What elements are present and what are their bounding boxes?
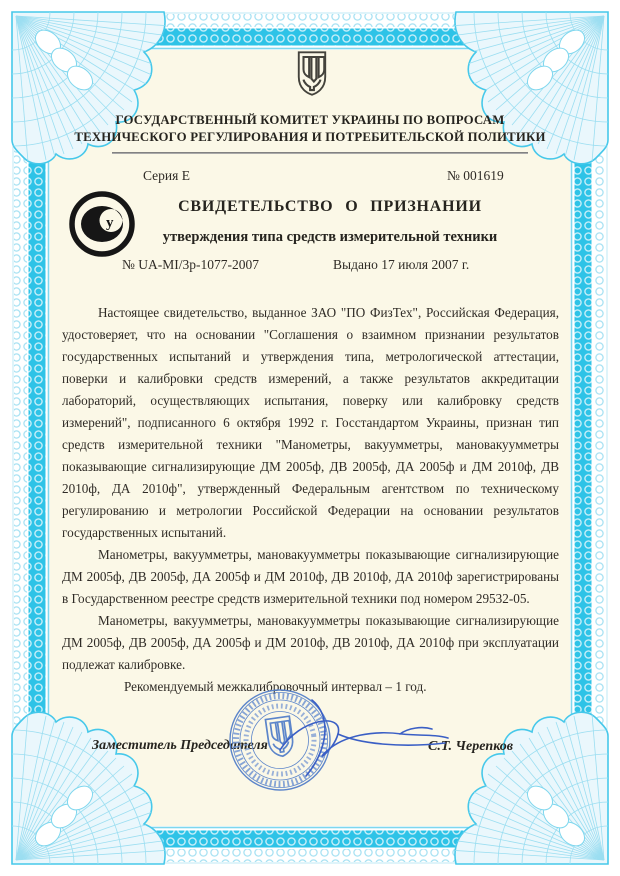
body-paragraph: Манометры, вакуумметры, мановакуумметры показывающие сигнализирующие ДМ 2005ф, ДВ 2005ф, ДА 2005ф и ДМ 2010ф, ДВ 2010ф, ДА 2010ф зарегистрированы в Государственном реестре средств измерительной техники под номером 29532-05. [62, 547, 559, 606]
document-number: № UA-MI/3р-1077-2007 [122, 257, 259, 272]
serial-number: № 001619 [447, 168, 504, 183]
body-paragraph: Настоящее свидетельство, выданное ЗАО "ПО ФизТех", Российская Федерация, удостоверяет, что на основании "Соглашения о взаимном признании результатов государственных испытаний и утверждения типа, метрологической аттестации, поверки и калибровки средств измерений, а также результатов аккредитации лабораторий, осуществляющих испытания, поверку или калибровку средств измерений", подписанного 6 октября 1992 г. Госстандартом Украины, признан тип средств измерительной техники "Манометры, вакуумметры, мановакуумметры показывающие сигнализирующие ДМ 2005ф, ДВ 2005ф, ДА 2005ф и ДМ 2010ф, ДВ 2010ф, ДА 2010ф", утвержденный Федеральным агентством по техническому регулированию и метрологии Российской Федерации на основании результатов государственных испытаний. [62, 305, 559, 540]
issue-date: Выдано 17 июля 2007 г. [333, 257, 470, 272]
signature-scrawl-icon [250, 688, 462, 792]
trident-emblem-icon [295, 50, 329, 98]
document-subtitle: утверждения типа средств измерительной техники [162, 229, 498, 245]
series-label: Серия Е [143, 168, 190, 183]
signer-title: Заместитель Председателя [92, 738, 268, 753]
issuing-authority-header [60, 112, 560, 146]
calibration-interval-note: Рекомендуемый межкалибровочный интервал – 1 год. [124, 679, 427, 694]
signer-name: С.Т. Черепков [428, 739, 514, 754]
body-paragraph: Манометры, вакуумметры, мановакуумметры показывающие сигнализирующие ДМ 2005ф, ДВ 2005ф, ДА 2005ф и ДМ 2010ф, ДВ 2010ф, ДА 2010ф при эксплуатации подлежат калибровке. [62, 613, 559, 672]
header-separator-rule [112, 152, 528, 154]
authority-line-1: ГОСУДАРСТВЕННЫЙ КОМИТЕТ УКРАИНЫ ПО ВОПРОСАМ [115, 113, 505, 127]
approval-mark-letter: у [106, 215, 114, 231]
authority-line-2: ТЕХНИЧЕСКОГО РЕГУЛИРОВАНИЯ И ПОТРЕБИТЕЛЬСКОЙ ПОЛИТИКИ [74, 130, 546, 144]
document-title: СВИДЕТЕЛЬСТВО О ПРИЗНАНИИ [178, 198, 482, 215]
type-approval-mark-icon [66, 188, 138, 260]
certificate-body [62, 302, 559, 698]
